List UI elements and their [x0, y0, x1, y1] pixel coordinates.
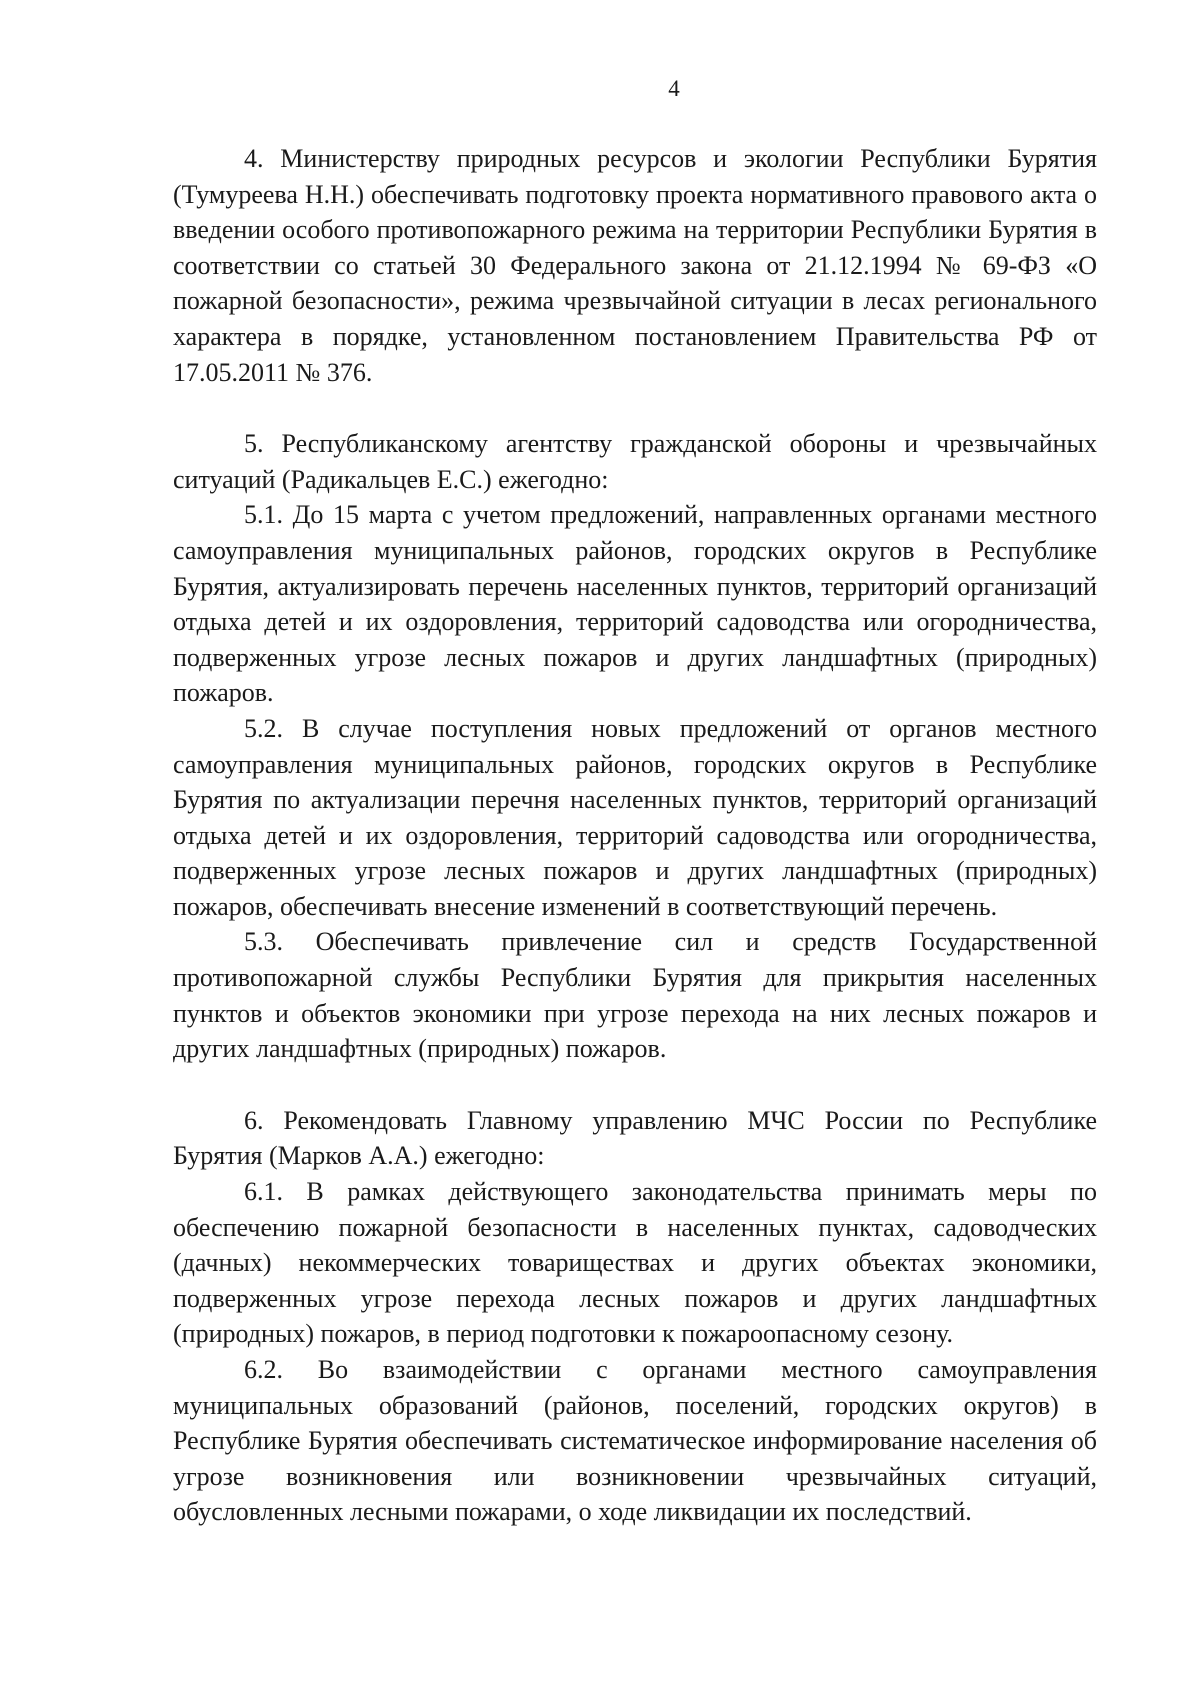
paragraph-6-2: 6.2. Во взаимодействии с органами местного самоуправления муниципальных образований (районов, поселений, городских округов) в Республике Бурятия обеспечивать систематическое информирование населения об угрозе возникновения или возникновении чрезвычайных ситуаций, обусловленных лесными пожарами, о ходе ликвидации их последствий. — [173, 1355, 1097, 1527]
paragraph-6-1: 6.1. В рамках действующего законодательства принимать меры по обеспечению пожарной безопасности в населенных пунктах, садоводческих (дачных) некоммерческих товариществах и других объектах экономики, подверженных угрозе перехода лесных пожаров и других ландшафтных (природных) пожаров, в период подготовки к пожароопасному сезону. — [173, 1177, 1097, 1349]
document-body — [173, 141, 1097, 1530]
paragraph-gap — [173, 390, 1097, 426]
paragraph-6: 6. Рекомендовать Главному управлению МЧС России по Республике Бурятия (Марков А.А.) ежегодно: — [173, 1105, 1097, 1171]
paragraph-5-2: 5.2. В случае поступления новых предложений от органов местного самоуправления муниципальных районов, городских округов в Республике Бурятия по актуализации перечня населенных пунктов, территорий организаций отдыха детей и их оздоровления, территорий садоводства или огородничества, подверженных угрозе лесных пожаров и других ландшафтных (природных) пожаров, обеспечивать внесение изменений в соответствующий перечень. — [173, 713, 1097, 921]
page-number: 4 — [668, 76, 680, 101]
paragraph-5: 5. Республиканскому агентству гражданской обороны и чрезвычайных ситуаций (Радикальцев Е.С.) ежегодно: — [173, 429, 1097, 494]
paragraph-5-3: 5.3. Обеспечивать привлечение сил и средств Государственной противопожарной службы Республики Бурятия для прикрытия населенных пунктов и объектов экономики при угрозе перехода на них лесных пожаров и других ландшафтных (природных) пожаров. — [173, 927, 1097, 1064]
paragraph-5-1: 5.1. До 15 марта с учетом предложений, направленных органами местного самоуправления муниципальных районов, городских округов в Республике Бурятия, актуализировать перечень населенных пунктов, территорий организаций отдыха детей и их оздоровления, территорий садоводства или огородничества, подверженных угрозе лесных пожаров и других ландшафтных (природных) пожаров. — [173, 500, 1097, 708]
paragraph-gap — [173, 1067, 1097, 1103]
paragraph-4: 4. Министерству природных ресурсов и экологии Республики Бурятия (Тумуреева Н.Н.) обеспечивать подготовку проекта нормативного правового акта о введении особого противопожарного режима на территории Республики Бурятия в соответствии со статьей 30 Федерального закона от 21.12.1994 № 69-ФЗ «О пожарной безопасности», режима чрезвычайной ситуации в лесах регионального характера в порядке, установленном постановлением Правительства РФ от 17.05.2011 № 376. — [173, 144, 1097, 387]
